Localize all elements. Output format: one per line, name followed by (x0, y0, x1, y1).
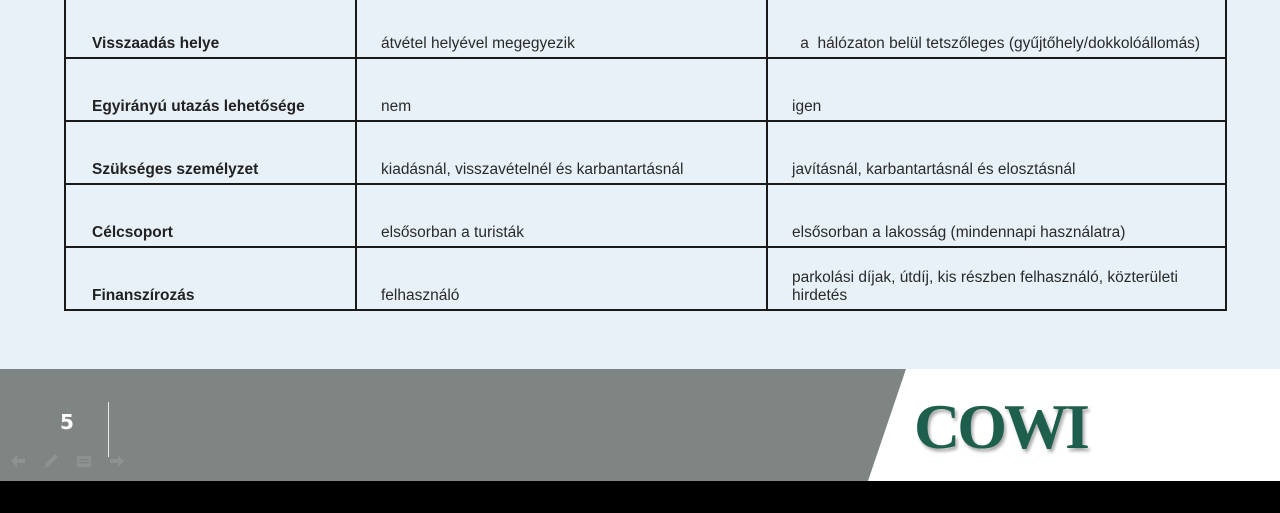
menu-icon[interactable] (74, 451, 94, 471)
row-label: Egyirányú utazás lehetősége (65, 58, 356, 121)
row-label: Szükséges személyzet (65, 121, 356, 184)
table-cell: elsősorban a lakosság (mindennapi használatra) (767, 184, 1226, 247)
footer-divider (108, 402, 109, 457)
table-row (65, 58, 1226, 121)
table-row (65, 0, 1226, 58)
table-cell: felhasználó (356, 247, 767, 310)
row-label: Célcsoport (65, 184, 356, 247)
row-label: Finanszírozás (65, 247, 356, 310)
table-row (65, 247, 1226, 310)
table-cell: nem (356, 58, 767, 121)
page-number: 5 (60, 410, 74, 434)
table-cell: parkolási díjak, útdíj, kis részben felhasználó, közterületi hirdetés (767, 247, 1226, 310)
table-cell: kiadásnál, visszavételnél és karbantartásnál (356, 121, 767, 184)
back-arrow-icon[interactable] (8, 451, 28, 471)
pen-icon[interactable] (41, 451, 61, 471)
table-row (65, 121, 1226, 184)
table-cell: javításnál, karbantartásnál és elosztásnál (767, 121, 1226, 184)
comparison-table (64, 0, 1227, 311)
table-cell: elsősorban a turisták (356, 184, 767, 247)
table-row (65, 184, 1226, 247)
forward-arrow-icon[interactable] (107, 451, 127, 471)
cowi-logo: COWI (914, 391, 1087, 462)
row-label: Visszaadás helye (65, 0, 356, 58)
table-cell: a hálózaton belül tetszőleges (gyűjtőhely/dokkolóállomás) (767, 0, 1226, 58)
table-cell: átvétel helyével megegyezik (356, 0, 767, 58)
table-cell: igen (767, 58, 1226, 121)
